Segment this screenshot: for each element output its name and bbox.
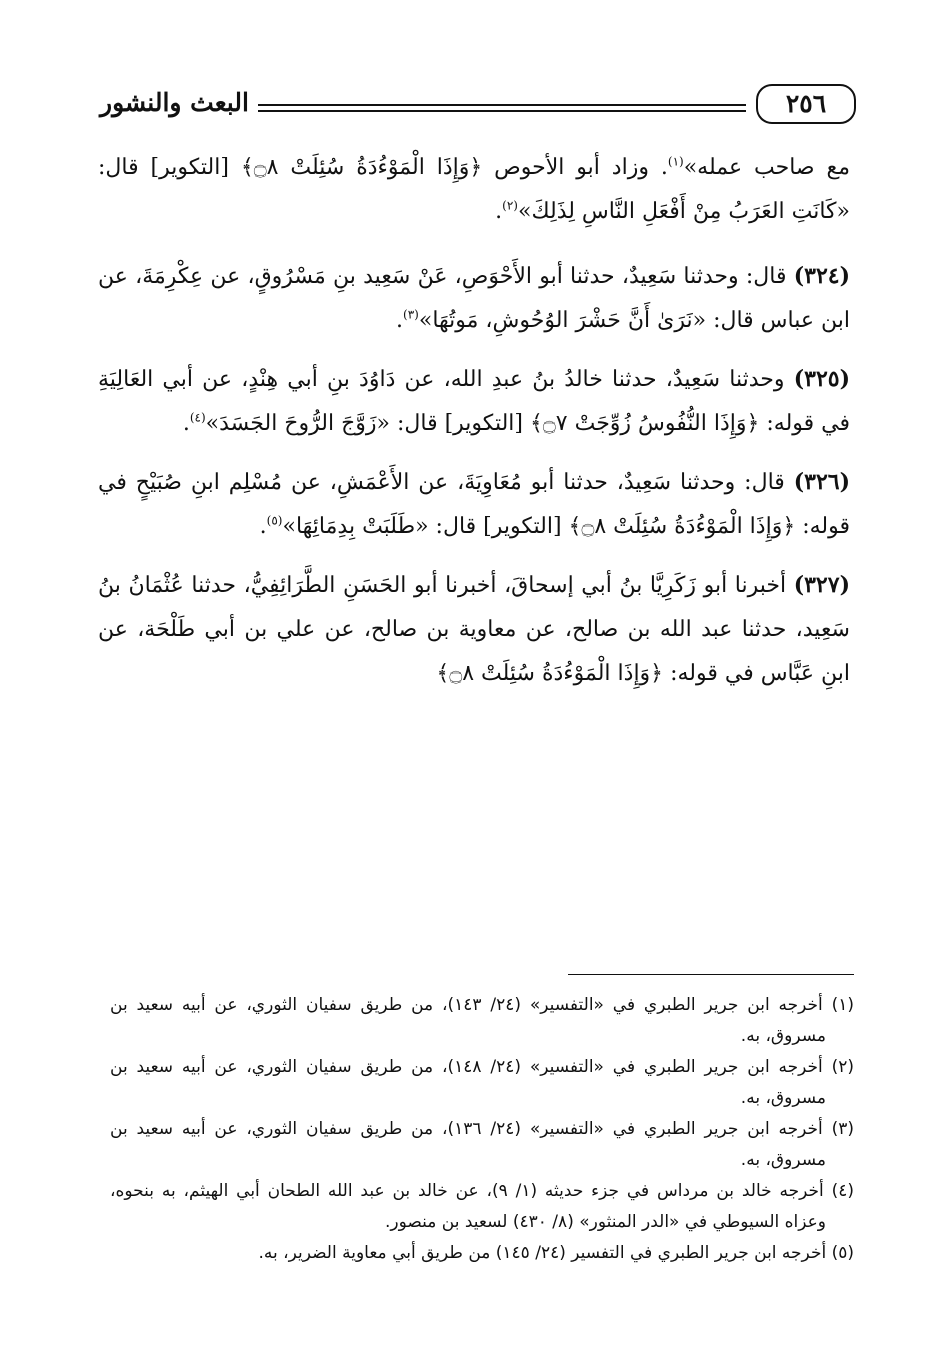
footnote-5: (٥) أخرجه ابن جرير الطبري في التفسير (٢٤/ ١٤٥) من طريق أبي معاوية الضرير، به. — [258, 1243, 854, 1263]
page-number: ٢٥٦ — [756, 84, 856, 124]
paragraph-text: أخبرنا أبو زَكَرِيَّا بنُ أبي إسحاقَ، أخبرنا أبو الحَسَنِ الطَّرَائِفِيُّ، حدثنا عُثْمَانُ بنُ سَعِيد، حدثنا عبد الله بن صالح، عن معاوية بن صالح، عن علي بن أبي طَلْحَة، عن ابنِ عَبَّاس في قوله: ﴿وَإِذَا الْمَوْءُدَةُ سُئِلَتْ ۝٨﴾ — [98, 573, 850, 686]
footnote-ref[interactable]: (٤) — [189, 410, 206, 425]
hadith-number: (٣٢٥) — [793, 366, 850, 392]
paragraph-end: . — [182, 411, 190, 436]
footnote-separator — [568, 974, 854, 975]
footnote-4: (٤) أخرجه خالد بن مرداس في جزء حديثه (١/ ٩)، عن خالد بن عبد الله الطحان أبي الهيثم، به بنحوه، وعزاه السيوطي في «الدر المنثور» (٨/ ٤٣٠) لسعيد بن منصور. — [110, 1181, 854, 1232]
paragraph-text: وحدثنا سَعِيدٌ، حدثنا خالدُ بنُ عبدِ الله، عن دَاوُدَ بنِ أبي هِنْدٍ، عن أبي العَالِيَةِ في قوله: ﴿وَإِذَا النُّفُوسُ زُوِّجَتْ ۝٧﴾ [التكوير] قال: «زَوَّجَ الرُّوحَ الجَسَدَ» — [98, 367, 850, 436]
hadith-number: (٣٢٦) — [793, 469, 851, 495]
paragraph-text: قال: وحدثنا سَعِيدٌ، حدثنا أبو مُعَاوِيَةَ، عن الأَعْمَشِ، عن مُسْلِم ابنِ صُبَيْحٍ في قوله: ﴿وَإِذَا الْمَوْءُدَةُ سُئِلَتْ ۝٨﴾ [التكوير] قال: «طَلَبَتْ بِدِمَائِهَا» — [98, 470, 850, 539]
footnote-ref[interactable]: (٢) — [502, 198, 518, 213]
paragraph-end: . — [396, 308, 404, 333]
hadith-327 — [98, 563, 850, 696]
paragraph-end: . — [259, 514, 267, 539]
footnote-1: (١) أخرجه ابن جرير الطبري في «التفسير» (٢٤/ ١٤٣)، من طريق سفيان الثوري، عن أبيه سعيد بن مسروق، به. — [110, 995, 855, 1046]
hadith-number: (٣٢٤) — [793, 263, 850, 289]
header-rule — [258, 104, 746, 112]
footnote-2: (٢) أخرجه ابن جرير الطبري في «التفسير» (٢٤/ ١٤٨)، من طريق سفيان الثوري، عن أبيه سعيد بن مسروق، به. — [110, 1057, 855, 1108]
paragraph-text: قال: وحدثنا سَعِيدٌ، حدثنا أبو الأَحْوَصِ، عَنْ سَعِيد بنِ مَسْرُوقٍ، عن عِكْرِمَةَ، عن ابن عباس قال: «نَرَىٰ أَنَّ حَشْرَ الوُحُوشِ، مَوتُهَا» — [98, 264, 850, 333]
paragraph-continuation — [98, 146, 850, 234]
paragraph-text: . وزاد أبو الأحوص ﴿وَإِذَا الْمَوْءُدَةُ سُئِلَتْ ۝٨﴾ [التكوير] قال: «كَانَتِ العَرَبُ مِنْ أَفْعَلِ النَّاسِ لِذَلِكَ» — [98, 155, 850, 224]
running-title: البعث والنشور — [100, 88, 249, 117]
footnote-ref[interactable]: (٥) — [266, 513, 283, 528]
footnote-ref[interactable]: (٣) — [403, 307, 419, 322]
hadith-number: (٣٢٧) — [793, 572, 850, 598]
hadith-324 — [98, 254, 850, 343]
paragraph-end: . — [495, 199, 503, 224]
footnote-3: (٣) أخرجه ابن جرير الطبري في «التفسير» (٢٤/ ١٣٦)، من طريق سفيان الثوري، عن أبيه سعيد بن مسروق، به. — [110, 1119, 855, 1170]
footnote-ref[interactable]: (١) — [667, 154, 684, 169]
main-text — [98, 146, 850, 710]
page-header — [100, 84, 856, 134]
hadith-325 — [98, 357, 850, 446]
paragraph-text: مع صاحب عمله» — [683, 155, 850, 180]
footnotes — [110, 990, 854, 1269]
hadith-326 — [98, 460, 850, 549]
